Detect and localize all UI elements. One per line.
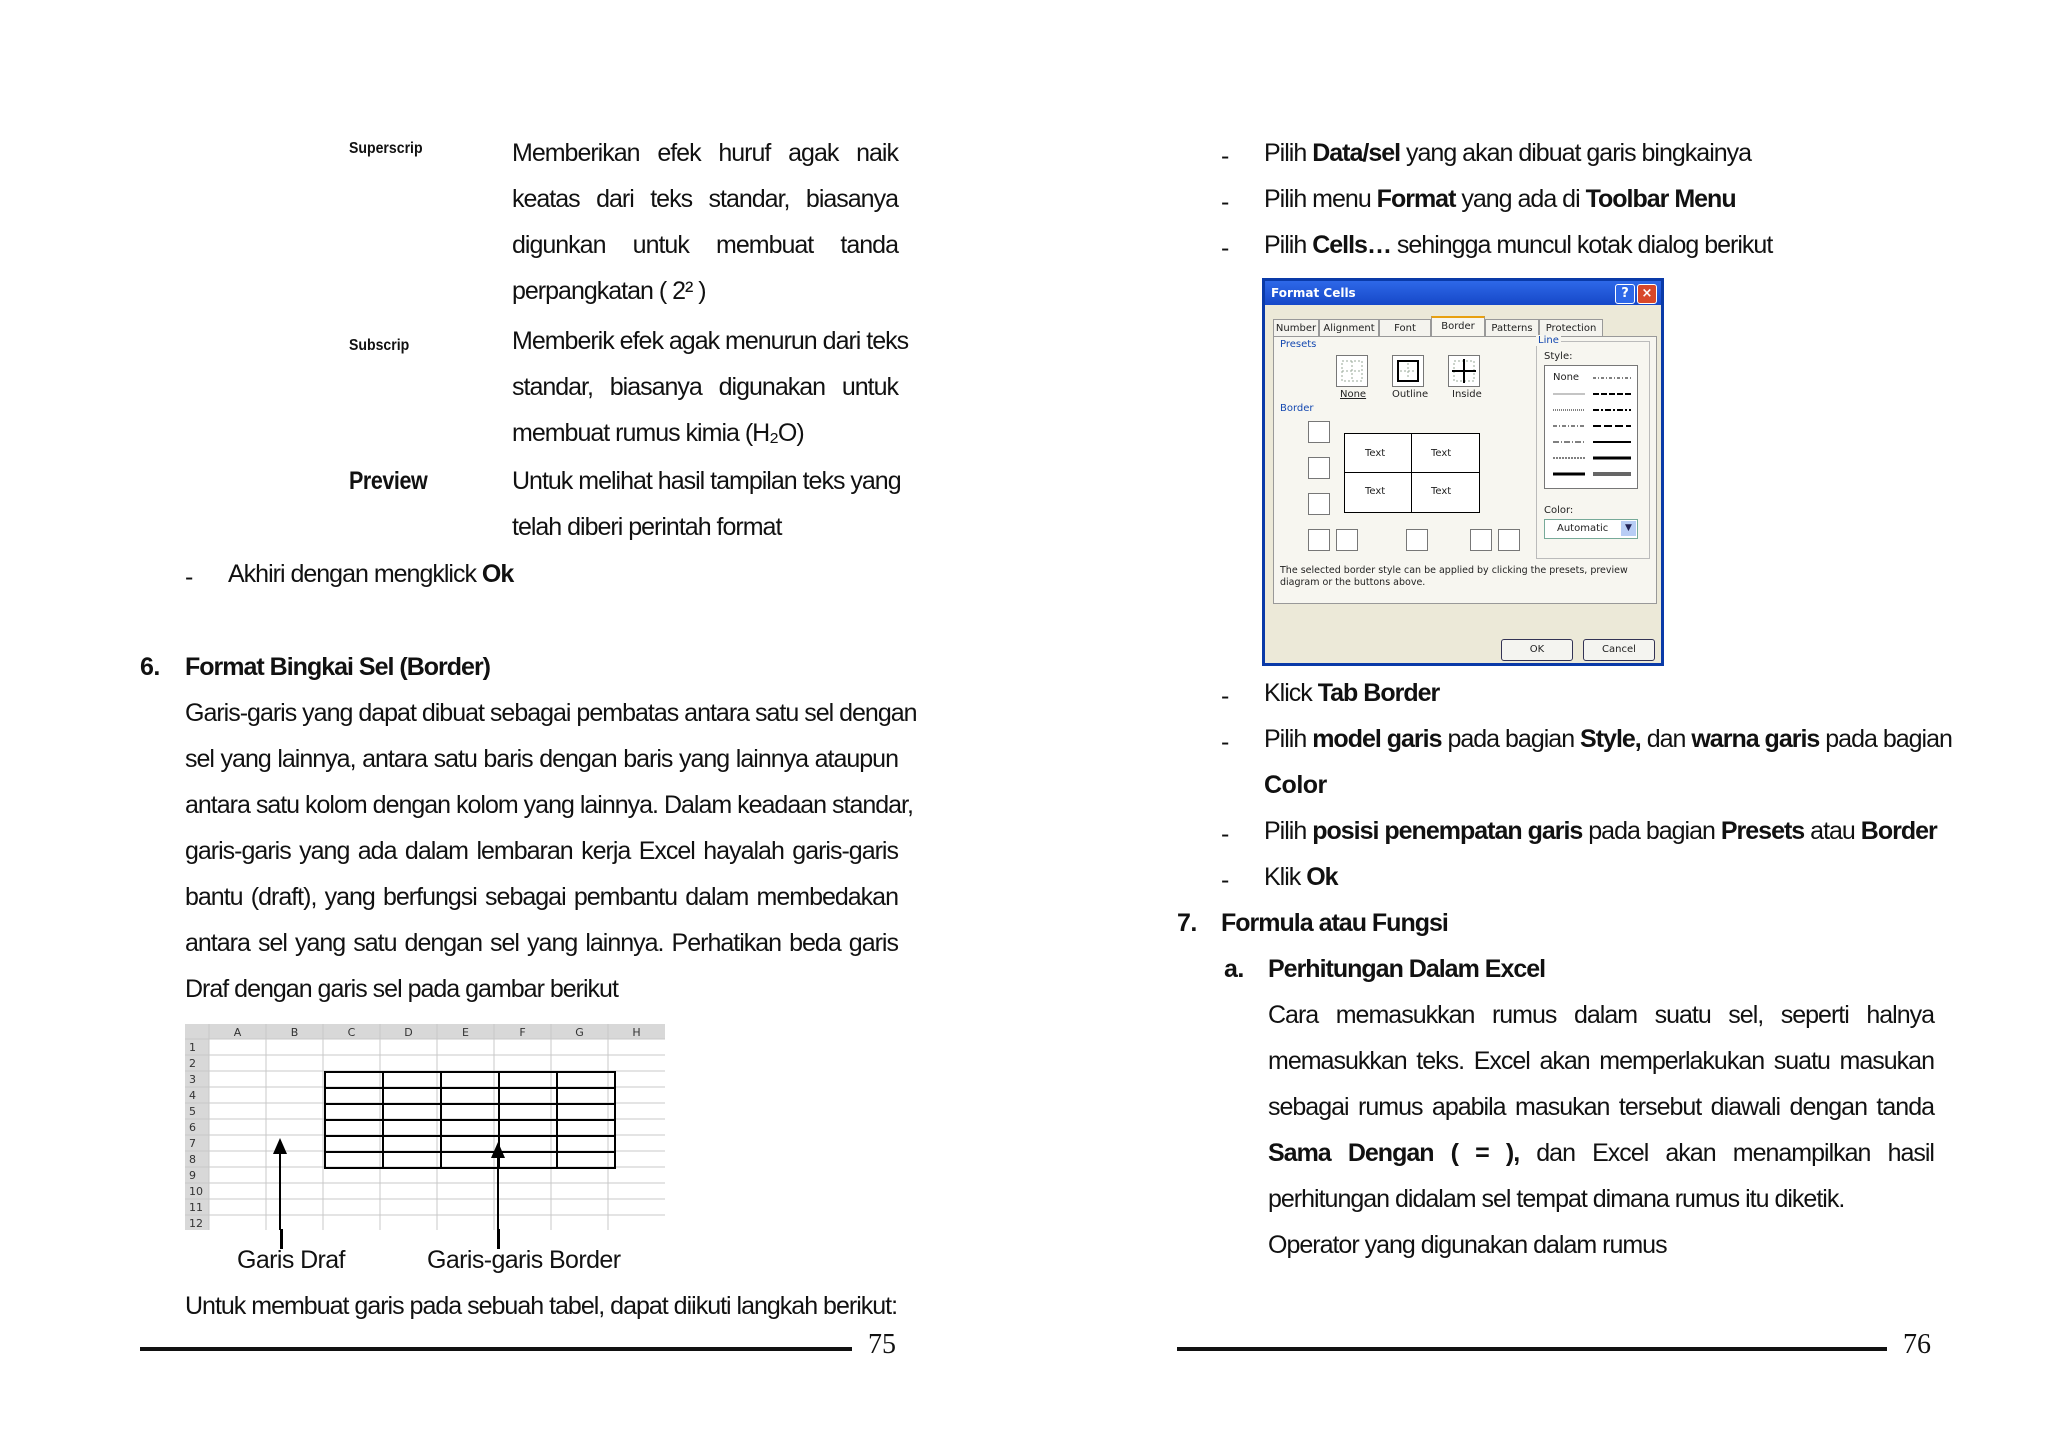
preset-outline-button[interactable] bbox=[1392, 355, 1424, 387]
border-preview[interactable] bbox=[1344, 433, 1480, 513]
operator-line: Operator yang digunakan dalam rumus bbox=[1268, 1231, 1667, 1259]
border-right-button[interactable] bbox=[1470, 529, 1492, 551]
step-style-color-cont: Color bbox=[1264, 771, 1327, 799]
subsection-a-title: Perhitungan Dalam Excel bbox=[1268, 955, 1546, 983]
section-6-paragraph: Garis-garis yang dapat dibuat sebagai pembatas antara satu sel dengan sel yang lainnya, antara satu baris dengan baris yang lainnya ataupun antara satu kolom dengan kolom yang lainnya. Dalam keadaan standar, garis-garis yang ada dalam lembaran kerja Excel hayalah garis-garis bantu (draft), yang berfungsi sebagai pembantu dalam membedakan antara sel yang satu dengan sel yang lainnya. Perhatikan beda garis Draf dengan garis sel pada gambar berikut bbox=[185, 699, 917, 1003]
term-subscrip: Subscrip bbox=[349, 337, 410, 354]
footer-rule-right bbox=[1177, 1347, 1887, 1351]
column-header: A bbox=[233, 1026, 242, 1039]
dialog-hint: The selected border style can be applied by clicking the presets, preview diagram or the buttons above. bbox=[1280, 565, 1628, 588]
column-header: E bbox=[462, 1026, 469, 1039]
dialog-title: Format Cells bbox=[1271, 286, 1356, 300]
row-header: 7 bbox=[189, 1137, 196, 1150]
tab-number[interactable]: Number bbox=[1273, 319, 1319, 337]
desc-preview: Untuk melihat hasil tampilan teks yang telah diberi perintah format bbox=[512, 467, 901, 541]
tab-protection[interactable]: Protection bbox=[1539, 319, 1603, 337]
preview-cell-text: Text bbox=[1431, 486, 1452, 497]
preset-inside-label: Inside bbox=[1452, 389, 1482, 400]
step-format-menu: Pilih menu Format yang ada di Toolbar Menu bbox=[1264, 185, 1736, 213]
preset-outline-label: Outline bbox=[1392, 389, 1429, 400]
row-header: 12 bbox=[189, 1217, 203, 1230]
closing-line: Untuk membuat garis pada sebuah tabel, dapat diikuti langkah berikut: bbox=[185, 1292, 898, 1320]
step-style-color: Pilih model garis pada bagian Style, dan warna garis pada bagian bbox=[1264, 725, 1952, 753]
step-select-data: Pilih Data/sel yang akan dibuat garis bingkainya bbox=[1264, 139, 1752, 167]
style-label: Style: bbox=[1544, 351, 1573, 362]
border-diagonal-up-button[interactable] bbox=[1308, 529, 1330, 551]
footer-rule-left bbox=[140, 1347, 852, 1351]
term-preview: Preview bbox=[349, 467, 428, 495]
preset-none-button[interactable] bbox=[1336, 355, 1368, 387]
term-superscrip: Superscrip bbox=[349, 140, 423, 157]
section-6-number: 6. bbox=[140, 653, 160, 681]
page-number-right: 76 bbox=[1903, 1329, 1931, 1360]
style-list[interactable] bbox=[1544, 365, 1638, 489]
label-garis-draf: Garis Draf bbox=[237, 1246, 345, 1274]
row-header: 5 bbox=[189, 1105, 196, 1118]
border-top-button[interactable] bbox=[1308, 421, 1330, 443]
page-number-left: 75 bbox=[868, 1329, 896, 1360]
ok-button[interactable]: OK bbox=[1501, 639, 1573, 661]
tab-border[interactable]: Border bbox=[1431, 316, 1485, 338]
row-header: 10 bbox=[189, 1185, 203, 1198]
step-presets-border: Pilih posisi penempatan garis pada bagian Presets atau Border bbox=[1264, 817, 1937, 845]
format-cells-dialog bbox=[1262, 278, 1664, 666]
row-header: 8 bbox=[189, 1153, 196, 1166]
preview-cell-text: Text bbox=[1431, 448, 1452, 459]
presets-label: Presets bbox=[1280, 339, 1317, 350]
color-value: Automatic bbox=[1557, 523, 1609, 534]
bullet-dash: - bbox=[185, 563, 194, 591]
label-garis-border: Garis-garis Border bbox=[427, 1246, 621, 1274]
bullet-dash: - bbox=[1221, 234, 1230, 262]
step-klik-ok: Klik Ok bbox=[1264, 863, 1338, 891]
bullet-dash: - bbox=[1221, 866, 1230, 894]
column-header: B bbox=[290, 1026, 299, 1039]
row-header: 2 bbox=[189, 1057, 196, 1070]
border-panel bbox=[1273, 336, 1657, 604]
help-icon[interactable]: ? bbox=[1615, 284, 1635, 304]
bullet-dash: - bbox=[1221, 142, 1230, 170]
chevron-down-icon[interactable]: ▼ bbox=[1621, 521, 1636, 536]
tab-patterns[interactable]: Patterns bbox=[1485, 319, 1539, 337]
column-header: G bbox=[575, 1026, 584, 1039]
row-header: 1 bbox=[189, 1041, 196, 1054]
desc-superscrip: Memberikan efek huruf agak naik keatas dari teks standar, biasanya digunkan untuk membuat tanda perpangkatan ( 2² ) bbox=[512, 139, 898, 305]
style-none-label: None bbox=[1553, 372, 1580, 383]
bullet-dash: - bbox=[1221, 728, 1230, 756]
row-header: 3 bbox=[189, 1073, 196, 1086]
column-header: H bbox=[632, 1026, 641, 1039]
row-header: 4 bbox=[189, 1089, 196, 1102]
row-header: 9 bbox=[189, 1169, 196, 1182]
section-6-title: Format Bingkai Sel (Border) bbox=[185, 653, 490, 681]
preview-cell-text: Text bbox=[1365, 448, 1386, 459]
close-icon[interactable]: × bbox=[1637, 284, 1657, 304]
dialog-title-bar bbox=[1265, 281, 1661, 305]
step-tab-border: Klick Tab Border bbox=[1264, 679, 1440, 707]
color-dropdown[interactable] bbox=[1544, 519, 1638, 539]
preview-cell-text: Text bbox=[1365, 486, 1386, 497]
bullet-dash: - bbox=[1221, 682, 1230, 710]
cancel-button[interactable]: Cancel bbox=[1583, 639, 1655, 661]
bullet-dash: - bbox=[1221, 188, 1230, 216]
preset-none-label: None bbox=[1340, 389, 1367, 400]
column-header: D bbox=[404, 1026, 413, 1039]
border-center-button[interactable] bbox=[1406, 529, 1428, 551]
row-header: 11 bbox=[189, 1201, 203, 1214]
bullet-end: Akhiri dengan mengklick Ok bbox=[228, 560, 514, 588]
section-7-number: 7. bbox=[1177, 909, 1197, 937]
column-header: F bbox=[519, 1026, 526, 1039]
line-styles bbox=[1545, 366, 1637, 488]
row-header: 6 bbox=[189, 1121, 196, 1134]
tab-alignment[interactable]: Alignment bbox=[1319, 319, 1379, 337]
step-cells: Pilih Cells… sehingga muncul kotak dialog berikut bbox=[1264, 231, 1773, 259]
line-label: Line bbox=[1538, 335, 1559, 346]
column-header: C bbox=[347, 1026, 356, 1039]
spreadsheet-figure bbox=[185, 1024, 665, 1230]
border-left-button[interactable] bbox=[1336, 529, 1358, 551]
subsection-a-paragraph: Cara memasukkan rumus dalam suatu sel, seperti halnya memasukkan teks. Excel akan memperlakukan suatu masukan sebagai rumus apabila masukan tersebut diawali dengan tanda Sama Dengan ( = ), dan Excel akan menampilkan hasil perhitungan didalam sel tempat dimana rumus itu diketik. Operator yang digunakan dalam rumus bbox=[1268, 992, 1934, 1268]
tab-font[interactable]: Font bbox=[1379, 319, 1431, 337]
color-label: Color: bbox=[1544, 505, 1574, 516]
preset-inside-button[interactable] bbox=[1448, 355, 1480, 387]
border-label: Border bbox=[1280, 403, 1314, 414]
subsection-a-letter: a. bbox=[1224, 955, 1244, 983]
border-diagonal-down-button[interactable] bbox=[1498, 529, 1520, 551]
border-bottom-button[interactable] bbox=[1308, 493, 1330, 515]
bullet-dash: - bbox=[1221, 820, 1230, 848]
border-middle-button[interactable] bbox=[1308, 457, 1330, 479]
section-7-title: Formula atau Fungsi bbox=[1221, 909, 1448, 937]
desc-subscrip: Memberik efek agak menurun dari teks standar, biasanya digunakan untuk membuat rumus kimia (H₂O) bbox=[512, 327, 909, 447]
